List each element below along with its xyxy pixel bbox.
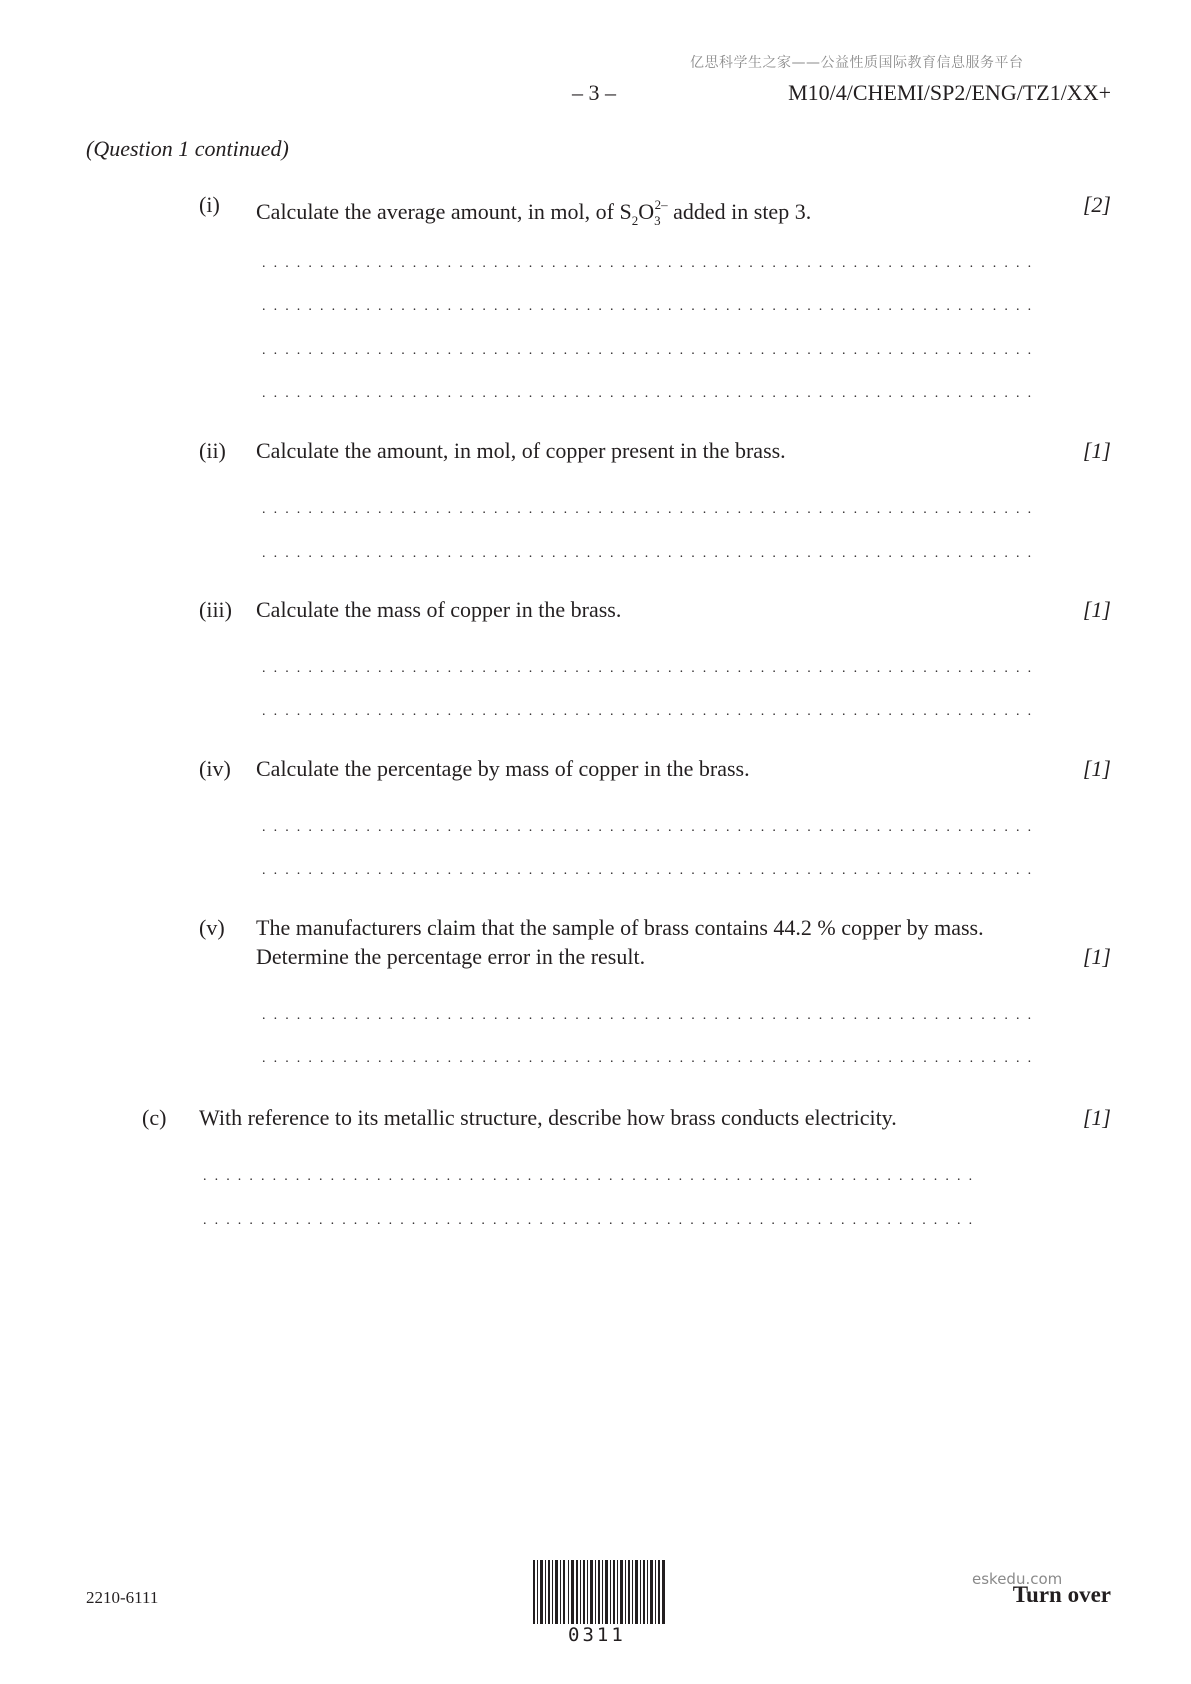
paper-reference-code: 2210-6111 <box>86 1588 159 1607</box>
question-text-i: Calculate the average amount, in mol, of $S_2O_3^{2-}$ added in step 3. <box>256 197 812 228</box>
marks-iv: [1] <box>1082 756 1111 781</box>
answer-line[interactable]: ................................................................... <box>203 1169 981 1184</box>
marks-i: [2] <box>1082 192 1111 217</box>
question-label-ii: (ii) <box>199 438 226 463</box>
footer-watermark: eskedu.com <box>972 1570 1063 1588</box>
barcode-number: 0311 <box>568 1624 626 1646</box>
answer-line[interactable]: ................................................................... <box>262 386 1040 401</box>
answer-line[interactable]: ................................................................... <box>262 256 1040 271</box>
answer-line[interactable]: ................................................................... <box>262 661 1040 676</box>
answer-line[interactable]: ................................................................... <box>203 1213 981 1228</box>
question-label-i: (i) <box>199 192 220 217</box>
paper-code: M10/4/CHEMI/SP2/ENG/TZ1/XX+ <box>788 80 1111 105</box>
answer-line[interactable]: ................................................................... <box>262 546 1040 561</box>
answer-line[interactable]: ................................................................... <box>262 704 1040 719</box>
question-text-c: With reference to its metallic structure, describe how brass conducts electricity. <box>199 1105 897 1130</box>
turn-over-label: Turn over <box>1012 1582 1111 1607</box>
page-number: – 3 – <box>572 80 616 105</box>
answer-line[interactable]: ................................................................... <box>262 343 1040 358</box>
answer-line[interactable]: ................................................................... <box>262 502 1040 517</box>
question-text-iii: Calculate the mass of copper in the brass. <box>256 597 622 622</box>
answer-line[interactable]: ................................................................... <box>262 1051 1040 1066</box>
question-text-ii: Calculate the amount, in mol, of copper present in the brass. <box>256 438 786 463</box>
marks-ii: [1] <box>1082 438 1111 463</box>
answer-line[interactable]: ................................................................... <box>262 1008 1040 1023</box>
marks-iii: [1] <box>1082 597 1111 622</box>
question-label-iii: (iii) <box>199 597 232 622</box>
answer-line[interactable]: ................................................................... <box>262 299 1040 314</box>
question-text-v: The manufacturers claim that the sample of brass contains 44.2 % copper by mass. Determine the percentage error in the result. <box>256 915 984 969</box>
marks-c: [1] <box>1082 1105 1111 1130</box>
question-text-iv: Calculate the percentage by mass of copper in the brass. <box>256 756 750 781</box>
answer-line[interactable]: ................................................................... <box>262 863 1040 878</box>
continued-heading: (Question 1 continued) <box>86 136 289 161</box>
header-watermark: 亿思科学生之家——公益性质国际教育信息服务平台 <box>690 55 1024 71</box>
barcode-icon <box>533 1560 665 1624</box>
marks-v: [1] <box>1082 944 1111 969</box>
answer-line[interactable]: ................................................................... <box>262 820 1040 835</box>
question-label-c: (c) <box>142 1105 167 1130</box>
question-label-v: (v) <box>199 915 225 940</box>
barcode <box>533 1560 665 1629</box>
question-label-iv: (iv) <box>199 756 231 781</box>
